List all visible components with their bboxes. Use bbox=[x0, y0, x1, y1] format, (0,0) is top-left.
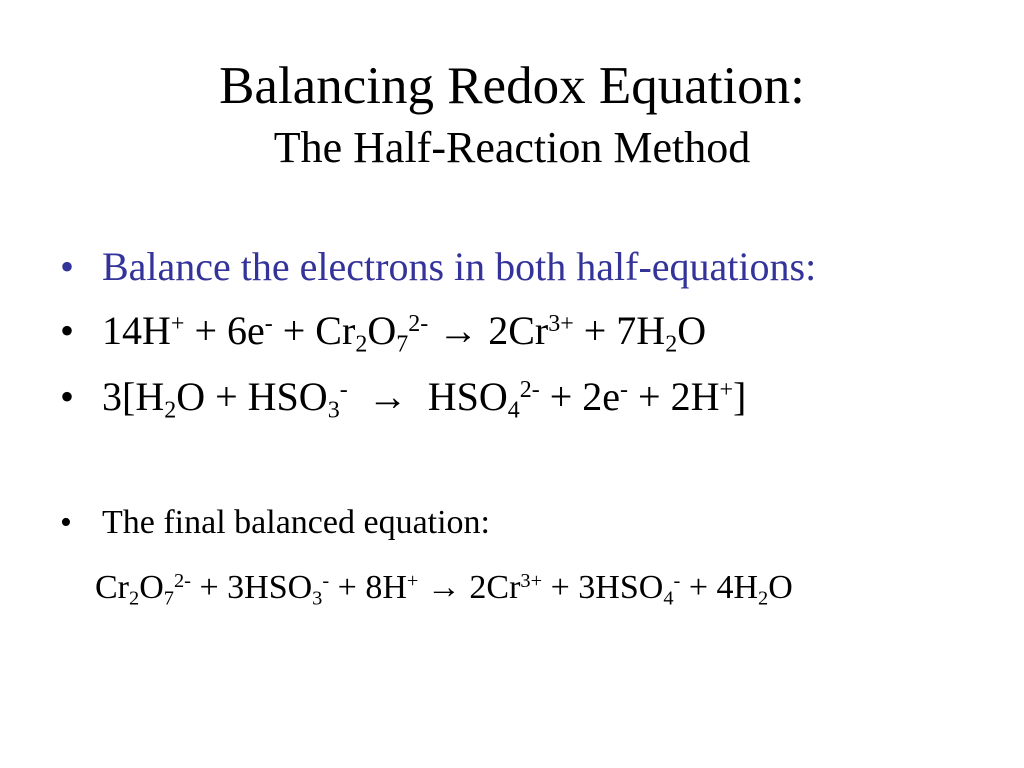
eq-superscript: - bbox=[264, 310, 273, 337]
eq-term: + 6e bbox=[184, 308, 265, 353]
slide-subtitle: The Half-Reaction Method bbox=[273, 123, 751, 172]
eq-term: O bbox=[139, 569, 164, 606]
final-balanced-equation bbox=[95, 566, 793, 610]
bullet-dot: • bbox=[60, 504, 72, 541]
eq-term: Cr bbox=[95, 569, 129, 606]
eq-superscript: + bbox=[719, 376, 734, 403]
eq-term: → HSO bbox=[347, 374, 508, 419]
eq-superscript: 2- bbox=[408, 310, 429, 337]
eq-subscript: 2 bbox=[758, 587, 769, 610]
eq-subscript: 4 bbox=[507, 397, 520, 424]
eq-superscript: - bbox=[322, 569, 330, 592]
eq-superscript: - bbox=[339, 376, 348, 403]
bullet-dot: • bbox=[60, 244, 75, 289]
eq-term: O bbox=[768, 569, 793, 606]
bullet-dot: • bbox=[60, 374, 75, 419]
eq-term: + 3HSO bbox=[542, 569, 664, 606]
eq-superscript: - bbox=[673, 569, 681, 592]
eq-subscript: 2 bbox=[129, 587, 140, 610]
eq-term: + 8H bbox=[329, 569, 407, 606]
eq-superscript: + bbox=[170, 310, 185, 337]
eq-term: → 2Cr bbox=[428, 308, 549, 353]
eq-subscript: 2 bbox=[665, 331, 678, 358]
eq-term: + 2e bbox=[539, 374, 621, 419]
eq-superscript: 2- bbox=[173, 569, 191, 592]
bullet-dot: • bbox=[60, 308, 75, 353]
equation bbox=[102, 307, 707, 358]
eq-superscript: + bbox=[406, 569, 419, 592]
eq-superscript: 3+ bbox=[548, 310, 574, 337]
eq-term: 3[H bbox=[102, 374, 165, 419]
eq-term: O bbox=[367, 308, 397, 353]
eq-subscript: 3 bbox=[327, 397, 340, 424]
eq-subscript: 2 bbox=[164, 397, 177, 424]
eq-subscript: 2 bbox=[355, 331, 368, 358]
eq-term: + 2H bbox=[628, 374, 720, 419]
eq-subscript: 7 bbox=[396, 331, 409, 358]
bullet-text: The final balanced equation: bbox=[102, 504, 490, 541]
slide-title: Balancing Redox Equation: bbox=[219, 57, 805, 115]
eq-term: O bbox=[677, 308, 707, 353]
eq-superscript: 3+ bbox=[520, 569, 543, 592]
eq-subscript: 4 bbox=[663, 587, 674, 610]
eq-term: + 7H bbox=[573, 308, 666, 353]
eq-term: + Cr bbox=[272, 308, 356, 353]
eq-term: + 4H bbox=[680, 569, 759, 606]
eq-term: ] bbox=[733, 374, 747, 419]
bullet-text: Balance the electrons in both half-equations: bbox=[102, 244, 817, 289]
eq-superscript: 2- bbox=[519, 376, 540, 403]
eq-superscript: - bbox=[620, 376, 629, 403]
eq-subscript: 3 bbox=[312, 587, 323, 610]
equation bbox=[102, 373, 747, 424]
eq-term: O + HSO bbox=[176, 374, 328, 419]
eq-term: 14H bbox=[102, 308, 171, 353]
eq-term: → 2Cr bbox=[418, 569, 521, 606]
eq-subscript: 7 bbox=[163, 587, 174, 610]
title-block bbox=[0, 52, 1024, 176]
eq-term: + 3HSO bbox=[190, 569, 313, 606]
